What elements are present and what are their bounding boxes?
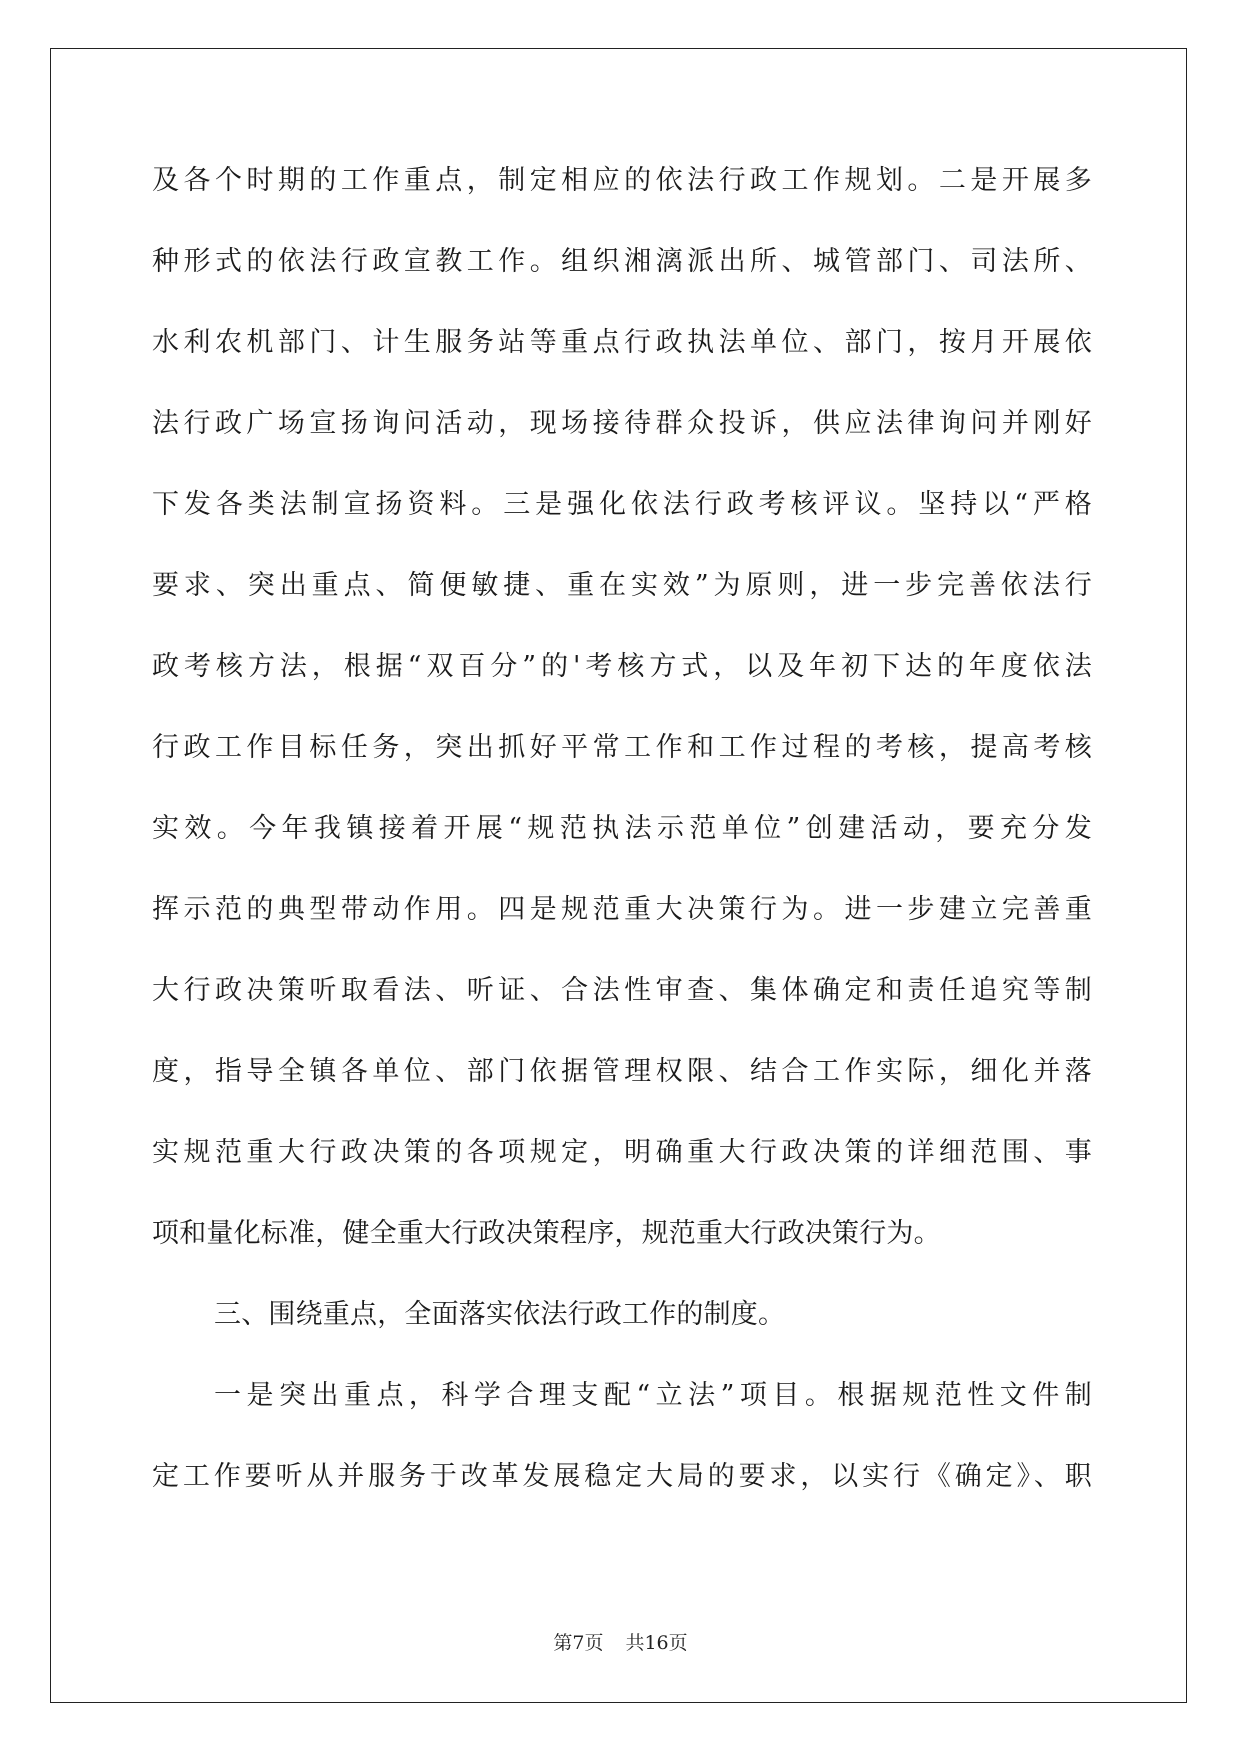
- text-line: 行政工作目标任务，突出抓好平常工作和工作过程的考核，提高考核: [152, 732, 1092, 763]
- document-body: [152, 154, 1092, 1531]
- text-line: 大行政决策听取看法、听证、合法性审查、集体确定和责任追究等制: [152, 975, 1092, 1006]
- page-footer: [0, 1628, 1241, 1655]
- text-line: 政考核方法，根据“双百分”的'考核方式，以及年初下达的年度依法: [152, 651, 1092, 682]
- text-line: 一是突出重点，科学合理支配“立法”项目。根据规范性文件制: [214, 1380, 1092, 1411]
- text-line: 三、围绕重点，全面落实依法行政工作的制度。: [214, 1299, 786, 1330]
- page-total: 共16页: [625, 1632, 688, 1654]
- text-line: 实规范重大行政决策的各项规定，明确重大行政决策的详细范围、事: [152, 1137, 1092, 1168]
- text-line: 项和量化标准，健全重大行政决策程序，规范重大行政决策行为。: [152, 1218, 941, 1249]
- text-line: 水利农机部门、计生服务站等重点行政执法单位、部门，按月开展依: [152, 327, 1092, 358]
- text-line: 挥示范的典型带动作用。四是规范重大决策行为。进一步建立完善重: [152, 894, 1092, 925]
- text-line: 法行政广场宣扬询问活动，现场接待群众投诉，供应法律询问并刚好: [152, 408, 1092, 439]
- text-line: 下发各类法制宣扬资料。三是强化依法行政考核评议。坚持以“严格: [152, 489, 1092, 520]
- text-line: 定工作要听从并服务于改革发展稳定大局的要求，以实行《确定》、职: [152, 1461, 1092, 1492]
- text-line: 种形式的依法行政宣教工作。组织湘漓派出所、城管部门、司法所、: [152, 246, 1092, 277]
- text-line: 要求、突出重点、简便敏捷、重在实效”为原则，进一步完善依法行: [152, 570, 1092, 601]
- text-line: 及各个时期的工作重点，制定相应的依法行政工作规划。二是开展多: [152, 165, 1092, 196]
- page-number: 第7页: [553, 1632, 604, 1654]
- text-line: 度，指导全镇各单位、部门依据管理权限、结合工作实际，细化并落: [152, 1056, 1092, 1087]
- text-line: 实效。今年我镇接着开展“规范执法示范单位”创建活动，要充分发: [152, 813, 1092, 844]
